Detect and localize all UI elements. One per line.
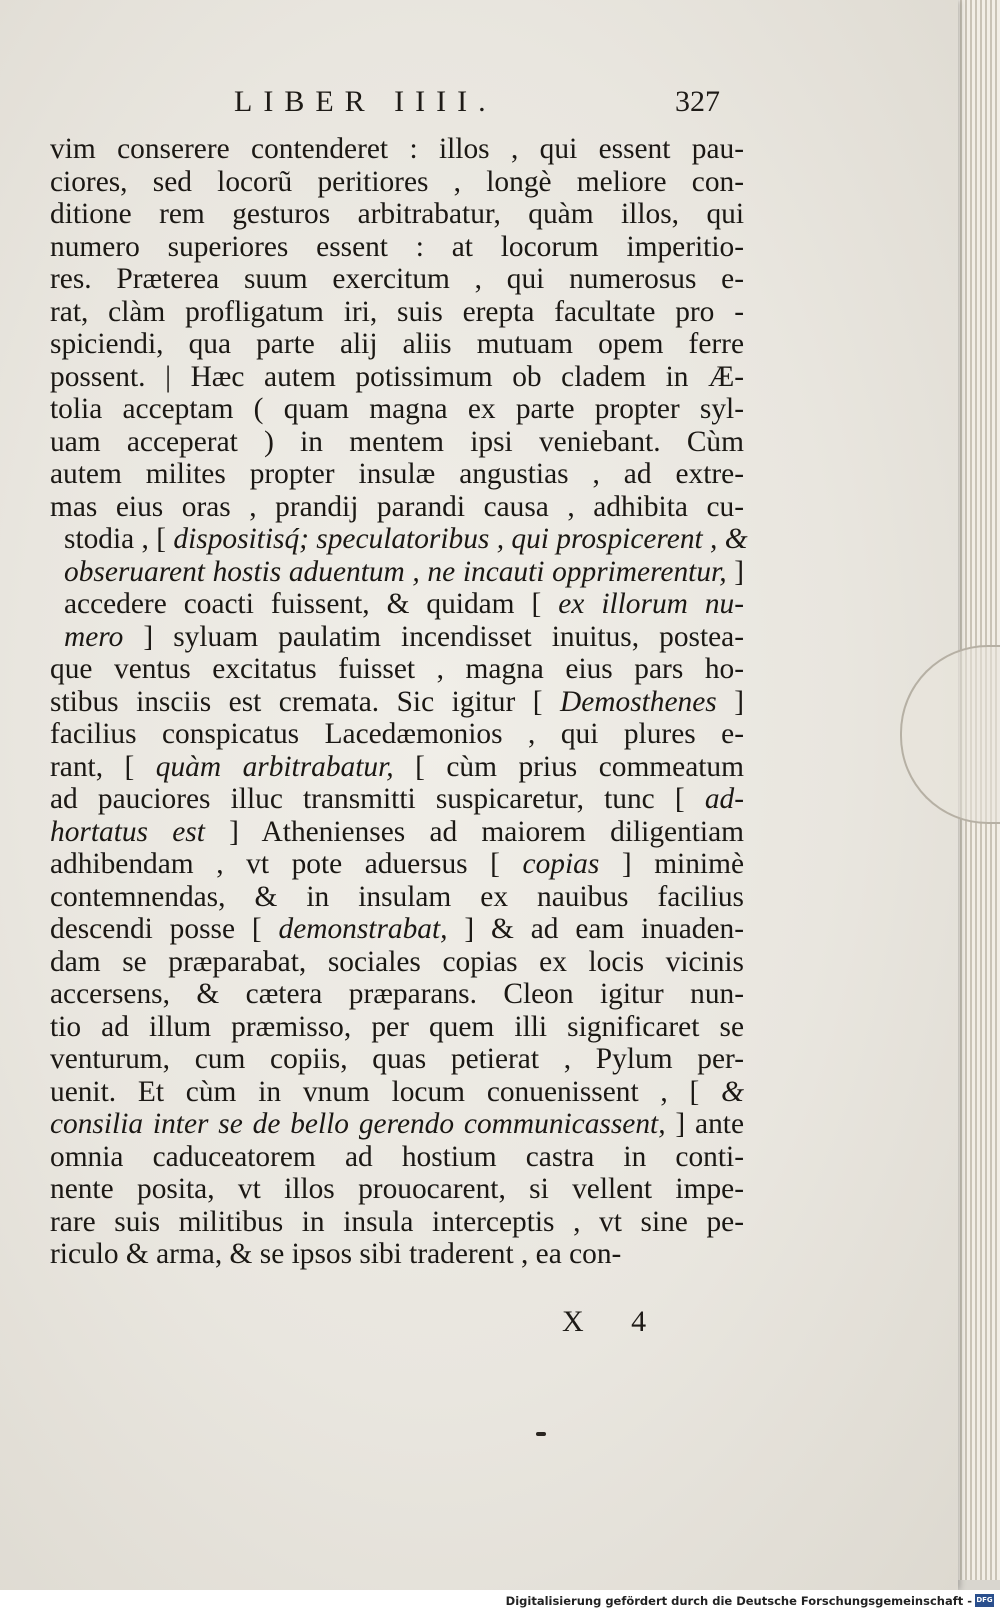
text-segment: accedere coacti fuissent, & quidam [: [64, 588, 559, 620]
text-segment: rat, clàm profligatum iri, suis erepta facultate pro -: [50, 295, 744, 328]
text-segment: ]: [726, 555, 745, 588]
text-line: [50, 946, 744, 979]
text-line: [50, 1076, 744, 1109]
signature-mark: X 4: [562, 1305, 667, 1338]
text-segment: numero superiores essent : at locorum imperitio-: [50, 230, 744, 263]
text-segment: autem milites propter insulæ angustias , ad extre-: [50, 458, 744, 490]
text-segment: facilius conspicatus Lacedæmonios , qui plures e-: [50, 718, 744, 750]
text-line: [50, 361, 744, 394]
text-segment: stodia , [: [64, 523, 174, 555]
text-segment: omnia caduceatorem ad hostium castra in conti-: [50, 1140, 744, 1173]
text-line: [50, 328, 744, 361]
text-line: [50, 1238, 744, 1271]
text-line: [50, 718, 744, 751]
text-line: [50, 133, 744, 166]
text-segment: que ventus excitatus fuisset , magna eius pars ho-: [50, 653, 744, 685]
text-line: [50, 1043, 744, 1076]
text-segment: [ cùm prius commeatum: [393, 750, 744, 783]
text-segment: ] minimè: [599, 848, 744, 880]
running-title: LIBER IIII.: [234, 85, 497, 118]
text-segment: spiciendi, qua parte alij aliis mutuam opem ferre: [50, 328, 744, 360]
text-line: [50, 751, 744, 784]
text-line: [50, 913, 744, 946]
footer-bar: [0, 1590, 1000, 1612]
text-line: [50, 263, 744, 296]
text-segment: dam se præparabat, sociales copias ex locis vicinis: [50, 945, 744, 978]
italic-segment: quàm arbitrabatur,: [155, 750, 394, 783]
text-segment: tolia acceptam ( quam magna ex parte propter syl-: [50, 393, 744, 425]
text-segment: uenit. Et cùm in vnum locum conuenissent , [: [50, 1075, 722, 1108]
text-line: [50, 1011, 744, 1044]
text-line: [50, 816, 744, 849]
text-line: [50, 653, 744, 686]
text-segment: ditione rem gesturos arbitrabatur, quàm illos, qui: [50, 198, 744, 230]
text-line: [50, 881, 744, 914]
italic-segment: copias: [522, 848, 600, 880]
text-segment: accersens, & cætera præparans. Cleon igitur nun-: [50, 978, 744, 1010]
text-segment: ]: [716, 685, 744, 718]
text-segment: riculo & arma, & se ipsos sibi traderent , ea con-: [50, 1238, 622, 1270]
text-segment: rare suis militibus in insula interceptis , vt sine pe-: [50, 1205, 744, 1238]
text-line: [50, 198, 744, 231]
italic-segment: Demosthenes: [560, 685, 717, 718]
italic-segment: hortatus est: [50, 815, 205, 848]
text-line: [50, 588, 744, 621]
text-line: [50, 978, 744, 1011]
text-segment: ] & ad eam inuaden-: [447, 913, 744, 945]
body-text: [50, 133, 748, 1271]
text-segment: vim conserere contenderet : illos , qui essent pau-: [50, 133, 744, 165]
text-line: [50, 1141, 744, 1174]
text-segment: tio ad illum præmisso, per quem illi significaret se: [50, 1010, 744, 1043]
text-segment: venturum, cum copiis, quas petierat , Pylum per-: [50, 1043, 744, 1075]
text-segment: mas eius oras , prandij parandi causa , adhibita cu-: [50, 490, 744, 523]
text-segment: ciores, sed locorũ peritiores , longè meliore con-: [50, 165, 744, 198]
text-line: [50, 296, 744, 329]
text-line: [50, 491, 744, 524]
text-segment: ] ante: [665, 1108, 744, 1140]
text-line: [50, 686, 744, 719]
text-line: [50, 848, 744, 881]
text-line: [50, 1108, 744, 1141]
dfg-logo: DFG: [975, 1594, 994, 1607]
text-segment: contemnendas, & in insulam ex nauibus facilius: [50, 880, 744, 913]
text-line: [50, 1173, 744, 1206]
text-segment: ] syluam paulatim incendisset inuitus, postea-: [123, 620, 744, 653]
italic-segment: consilia inter se de bello gerendo communicassent,: [50, 1108, 666, 1140]
text-segment: descendi posse [: [50, 913, 279, 945]
text-line: [50, 523, 748, 556]
text-line: [50, 783, 744, 816]
text-line: [50, 166, 744, 199]
text-line: [50, 621, 744, 654]
text-segment: ] Athenienses ad maiorem diligentiam: [204, 815, 745, 848]
page-header: [0, 85, 958, 125]
text-segment: nente posita, vt illos prouocarent, si vellent impe-: [50, 1173, 744, 1205]
italic-segment: mero: [64, 620, 124, 653]
text-line: [50, 426, 744, 459]
text-line: [50, 231, 744, 264]
ink-mark: [536, 1432, 546, 1436]
text-line: [50, 1206, 744, 1239]
text-line: [50, 458, 744, 491]
text-line: [50, 556, 744, 589]
italic-segment: obseruarent hostis aduentum , ne incauti opprimerentur,: [64, 555, 727, 588]
text-line: [50, 393, 744, 426]
text-segment: res. Præterea suum exercitum , qui numerosus e-: [50, 263, 744, 295]
italic-segment: ex illorum nu-: [558, 588, 745, 620]
text-segment: possent. | Hæc autem potissimum ob cladem in Æ-: [50, 360, 744, 393]
page-number: 327: [675, 85, 720, 118]
italic-segment: &: [721, 1075, 744, 1108]
italic-segment: ad-: [704, 783, 744, 815]
italic-segment: demonstrabat,: [278, 913, 448, 945]
funding-credit: Digitalisierung gefördert durch die Deutsche Forschungsgemeinschaft -: [505, 1594, 972, 1608]
italic-segment: dispositisq́; speculatoribus , qui prospicerent , &: [173, 523, 748, 555]
text-segment: rant, [: [50, 750, 156, 783]
text-segment: adhibendam , vt pote aduersus [: [50, 848, 523, 880]
text-segment: ad pauciores illuc transmitti suspicaretur, tunc [: [50, 783, 705, 815]
text-segment: stibus insciis est cremata. Sic igitur [: [50, 685, 561, 718]
text-segment: uam acceperat ) in mentem ipsi veniebant. Cùm: [50, 425, 744, 458]
